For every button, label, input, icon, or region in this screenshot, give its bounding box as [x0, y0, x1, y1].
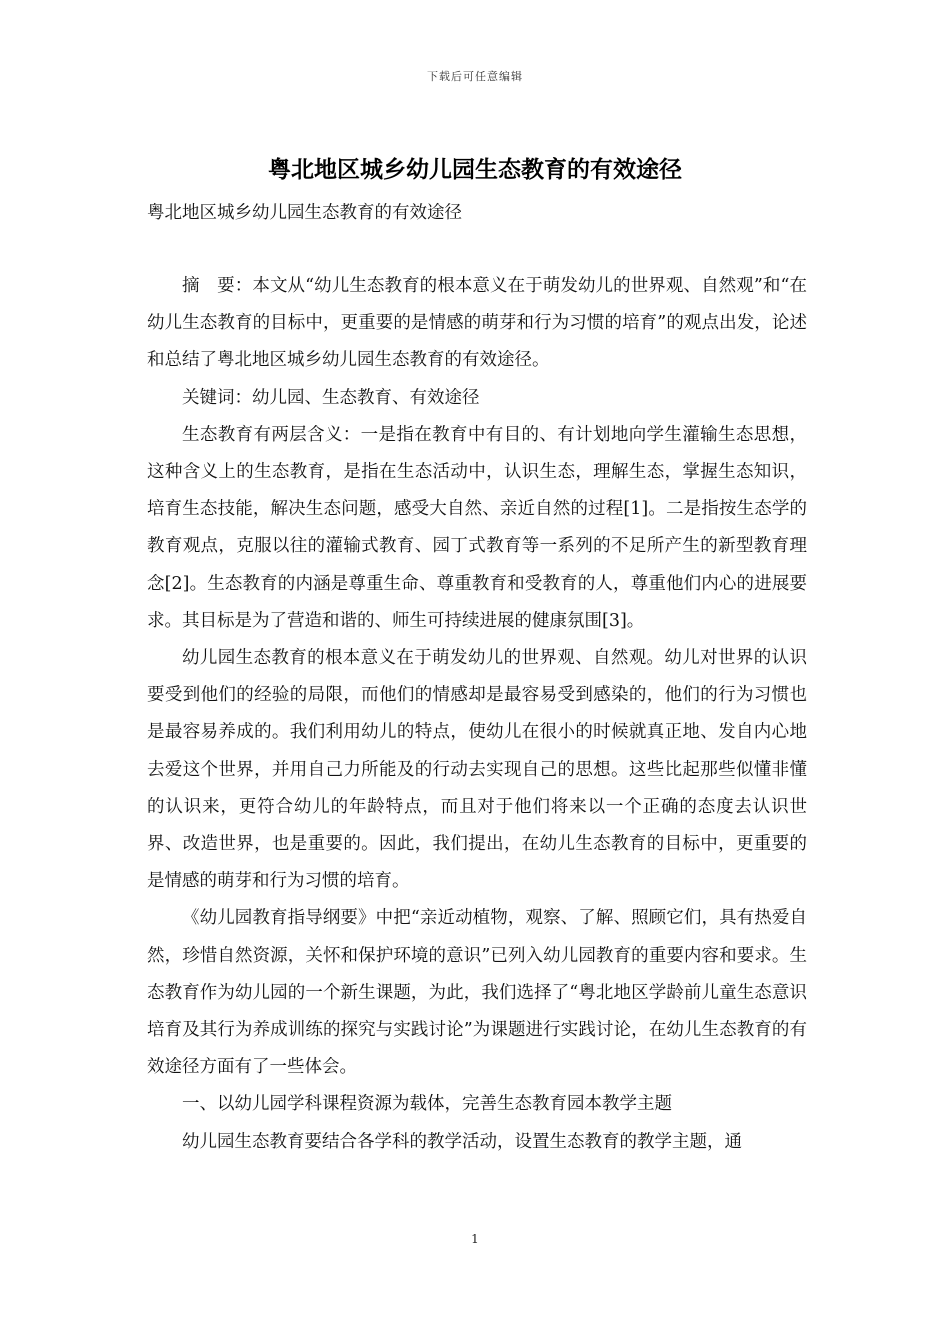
- body-paragraph: 生态教育有两层含义：一是指在教育中有目的、有计划地向学生灌输生态思想，这种含义上的生态教育，是指在生态活动中，认识生态，理解生态，掌握生态知识，培育生态技能，解决生态问题，感受大自然、亲近自然的过程[1]。二是指按生态学的教育观点，克服以往的灌输式教育、园丁式教育等一系列的不足所产生的新型教育理念[2]。生态教育的内涵是尊重生命、尊重教育和受教育的人，尊重他们内心的进展要求。其目标是为了营造和谐的、师生可持续进展的健康氛围[3]。: [147, 424, 807, 631]
- page-number: 1: [471, 1232, 479, 1246]
- keywords-paragraph: 关键词：幼儿园、生态教育、有效途径: [182, 387, 480, 408]
- section-heading: 一、以幼儿园学科课程资源为载体，完善生态教育园本教学主题: [182, 1094, 672, 1115]
- page-header-watermark: 下载后可任意编辑: [427, 70, 523, 83]
- document-subtitle: 粤北地区城乡幼儿园生态教育的有效途径: [147, 203, 462, 223]
- body-paragraph: 幼儿园生态教育要结合各学科的教学活动，设置生态教育的教学主题，通: [182, 1131, 742, 1152]
- abstract-paragraph: 摘 要：本文从“幼儿生态教育的根本意义在于萌发幼儿的世界观、自然观”和“在幼儿生态教育的目标中，更重要的是情感的萌芽和行为习惯的培育”的观点出发，论述和总结了粤北地区城乡幼儿园生态教育的有效途径。: [147, 276, 807, 371]
- body-paragraph: 《幼儿园教育指导纲要》中把“亲近动植物，观察、了解、照顾它们，具有热爱自然，珍惜自然资源，关怀和保护环境的意识”已列入幼儿园教育的重要内容和要求。生态教育作为幼儿园的一个新生课题，为此，我们选择了“粤北地区学龄前儿童生态意识培育及其行为养成训练的探究与实践讨论”为课题进行实践讨论，在幼儿生态教育的有效途径方面有了一些体会。: [147, 908, 807, 1078]
- document-title: 粤北地区城乡幼儿园生态教育的有效途径: [268, 156, 682, 183]
- document-body: [147, 268, 807, 1161]
- body-paragraph: 幼儿园生态教育的根本意义在于萌发幼儿的世界观、自然观。幼儿对世界的认识要受到他们的经验的局限，而他们的情感却是最容易受到感染的，他们的行为习惯也是最容易养成的。我们利用幼儿的特点，使幼儿在很小的时候就真正地、发自内心地去爱这个世界，并用自己力所能及的行动去实现自己的思想。这些比起那些似懂非懂的认识来，更符合幼儿的年龄特点，而且对于他们将来以一个正确的态度去认识世界、改造世界，也是重要的。因此，我们提出，在幼儿生态教育的目标中，更重要的是情感的萌芽和行为习惯的培育。: [147, 648, 807, 892]
